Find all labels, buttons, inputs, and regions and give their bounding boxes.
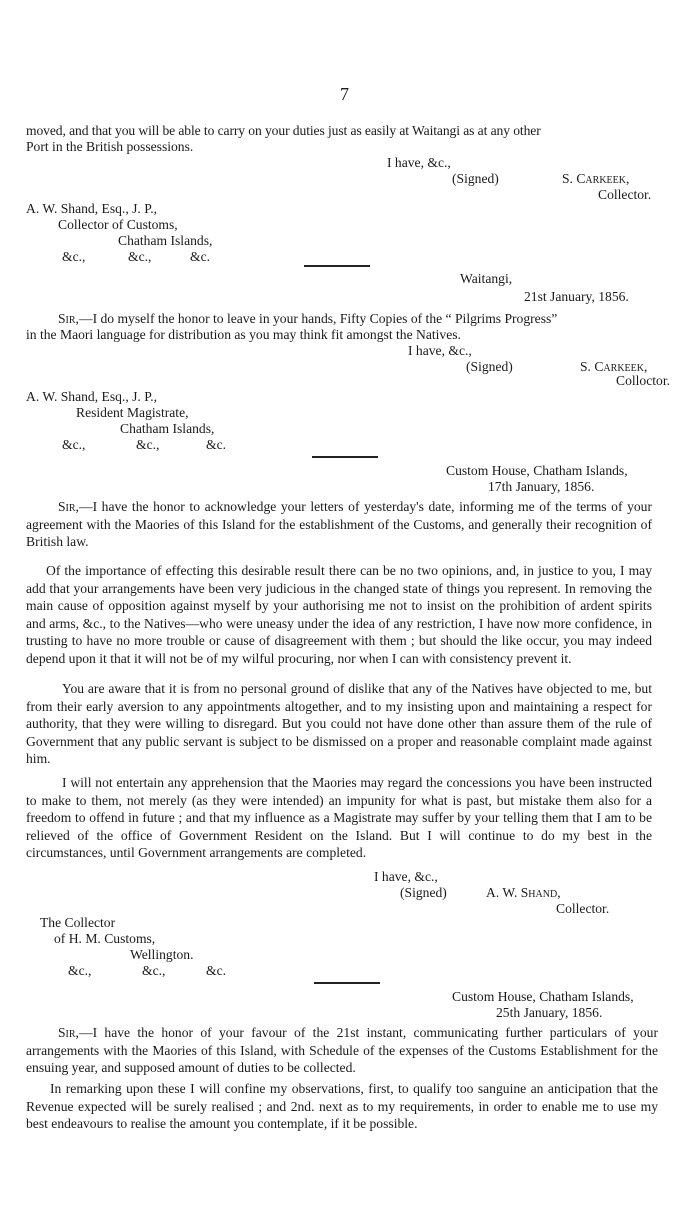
signatory-name: S. Carkeek, bbox=[562, 171, 630, 186]
letter-date: 21st January, 1856. bbox=[524, 289, 629, 304]
letter-paragraph: I will not entertain any apprehension that the Maories may regard the concessions you have been instructed to make to them, not merely (as they were intended) an impunity for what is past, but mistake them also for a freedom to offend in future ; and that my influence as a Magistrate may suffer by your telling them that I am to be relieved of the office of Government Resident on the Island. But I will continue to do my best in the circumstances, until Government arrangements are completed. bbox=[26, 775, 652, 861]
section-divider bbox=[304, 265, 370, 267]
continuation-line-1: moved, and that you will be able to carry on your duties just as easily at Waitangi as at any other bbox=[26, 123, 541, 138]
address-etc: &c., bbox=[62, 437, 86, 452]
continuation-line-2: Port in the British possessions. bbox=[26, 139, 194, 154]
address-etc: &c., bbox=[62, 249, 86, 264]
address-line: Chatham Islands, bbox=[120, 421, 215, 436]
address-etc: &c., bbox=[68, 963, 92, 978]
signatory-title: Collector. bbox=[598, 187, 652, 202]
address-etc: &c. bbox=[190, 249, 211, 264]
closing-signed: (Signed) bbox=[452, 171, 499, 186]
address-etc: &c. bbox=[206, 963, 227, 978]
letter-date: 25th January, 1856. bbox=[496, 1005, 603, 1020]
section-divider bbox=[312, 456, 378, 458]
address-line: of H. M. Customs, bbox=[54, 931, 156, 946]
signatory-name: S. Carkeek, bbox=[580, 359, 648, 374]
salutation: Sir, bbox=[58, 499, 79, 514]
address-line: A. W. Shand, Esq., J. P., bbox=[26, 389, 158, 404]
letter-place: Custom House, Chatham Islands, bbox=[452, 989, 634, 1004]
letter-place: Waitangi, bbox=[460, 271, 513, 286]
letter-paragraph bbox=[26, 1024, 658, 1077]
letter-paragraph bbox=[26, 498, 652, 551]
closing-i-have: I have, &c., bbox=[387, 155, 451, 170]
paragraph-text: —I have the honor of your favour of the 21st instant, communicating further particulars of your arrangements with the Maories of this Island, with Schedule of the expenses of the Customs Establishment for the ensuing year, and supposed amount of duties to be collected. bbox=[26, 1025, 658, 1076]
paragraph-text: —I have the honor to acknowledge your letters of yesterday's date, informing me of the terms of your agreement with the Maories of this Island for the establishment of the Customs, and generally their recognition of British law. bbox=[26, 499, 652, 550]
address-etc: &c., bbox=[142, 963, 166, 978]
address-line: Wellington. bbox=[130, 947, 194, 962]
signatory-title: Colloctor. bbox=[616, 373, 670, 388]
closing-i-have: I have, &c., bbox=[408, 343, 472, 358]
salutation: Sir, bbox=[58, 1025, 79, 1040]
address-etc: &c., bbox=[136, 437, 160, 452]
letter-place: Custom House, Chatham Islands, bbox=[446, 463, 628, 478]
address-line: Resident Magistrate, bbox=[76, 405, 189, 420]
signatory-name: A. W. Shand, bbox=[486, 885, 561, 900]
body-text: —I do myself the honor to leave in your hands, Fifty Copies of the “ Pilgrims Progress” bbox=[78, 311, 558, 326]
page-number: 7 bbox=[340, 84, 349, 104]
closing-signed: (Signed) bbox=[466, 359, 513, 374]
address-line: The Collector bbox=[40, 915, 116, 930]
letter-paragraph: In remarking upon these I will confine my observations, first, to qualify too sanguine an anticipation that the Revenue expected will be surely realised ; and 2nd. next as to my requirements, in order to enable me to use my best endeavours to realise the amount you contemplate, if it be possible. bbox=[26, 1081, 658, 1132]
letter-paragraph: You are aware that it is from no personal ground of dislike that any of the Natives have objected to me, but from their early aversion to any appointments altogether, and to my insisting upon and maintaining a respect for authority, that they were willing to disregard. But you could not have done other than assure them of the rule of Government that any public servant is subject to be dismissed on a proper and reasonable complaint made against him. bbox=[26, 681, 652, 767]
letter-body-line: in the Maori language for distribution as you may think fit amongst the Natives. bbox=[26, 327, 461, 342]
section-divider bbox=[314, 982, 380, 984]
closing-signed: (Signed) bbox=[400, 885, 447, 900]
closing-i-have: I have, &c., bbox=[374, 869, 438, 884]
address-line: Chatham Islands, bbox=[118, 233, 213, 248]
address-line: Collector of Customs, bbox=[58, 217, 178, 232]
letter-date: 17th January, 1856. bbox=[488, 479, 595, 494]
letter-paragraph: Of the importance of effecting this desirable result there can be no two opinions, and, in justice to you, I may add that your arrangements have been very judicious in the changed state of things you represent. In removing the main cause of opposition against myself by your authorising me not to insist on the prohibition of ardent spirits and arms, &c., to the Natives—who were uneasy under the idea of any restriction, I have now more confidence, in trusting to have no more trouble or cause of disagreement with them ; but should the like occur, you may indeed depend upon it that it will not be of my wilful procuring, nor when I can with consistency prevent it. bbox=[26, 563, 652, 666]
salutation: Sir, bbox=[58, 311, 79, 326]
address-etc: &c., bbox=[128, 249, 152, 264]
address-line: A. W. Shand, Esq., J. P., bbox=[26, 201, 158, 216]
signatory-title: Collector. bbox=[556, 901, 610, 916]
address-etc: &c. bbox=[206, 437, 227, 452]
letter-body-line bbox=[58, 310, 557, 327]
